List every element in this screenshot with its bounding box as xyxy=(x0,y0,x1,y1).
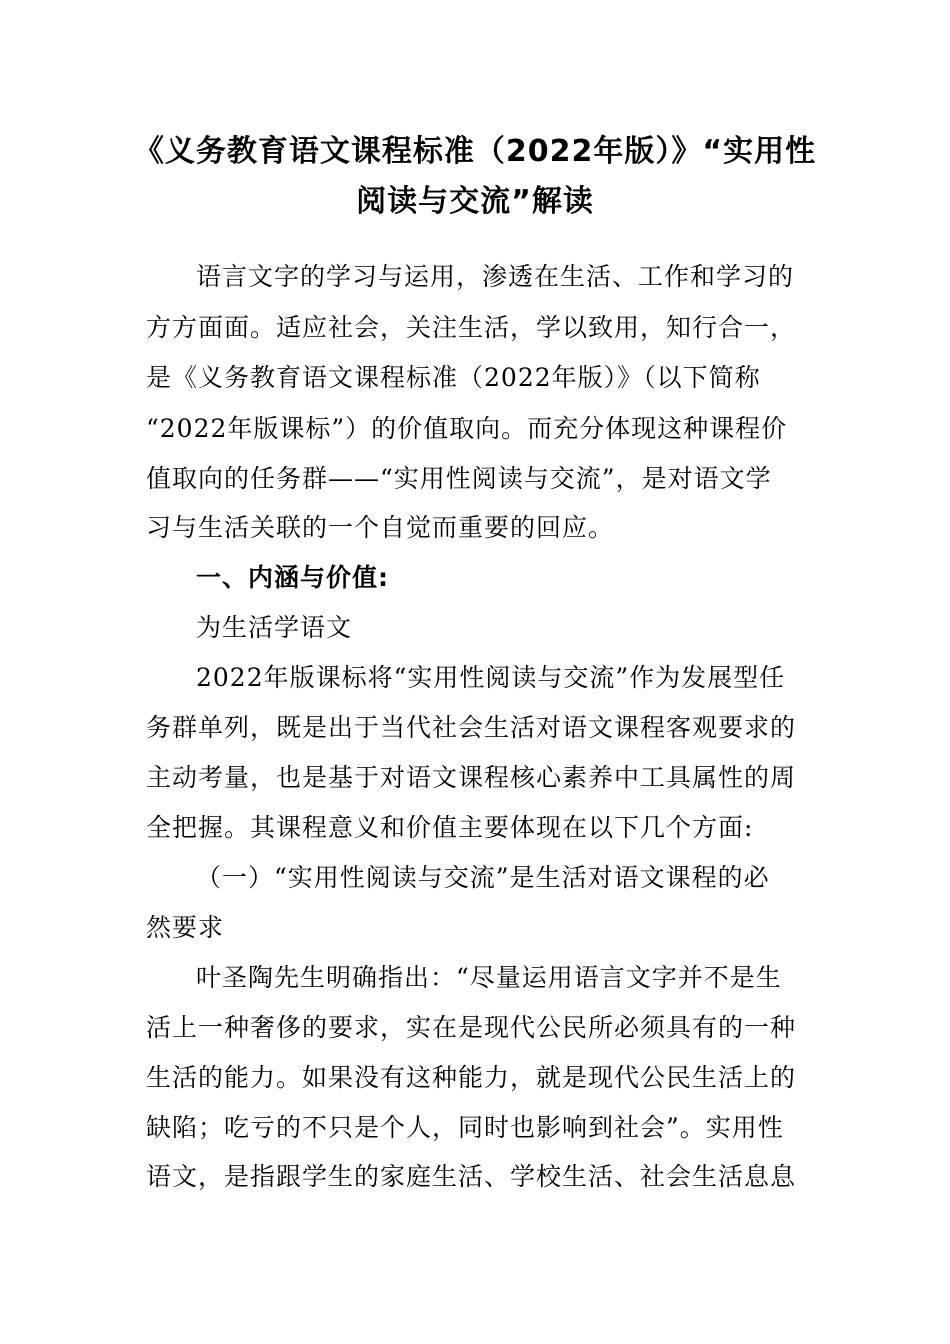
section-heading-1: 一、内涵与价值: xyxy=(196,563,389,592)
paragraph-3-line-4: 缺陷；吃亏的不只是个人，同时也影响到社会”。实用性 xyxy=(146,1113,784,1142)
paragraph-1-line-2: 方方面面。适应社会，关注生活，学以致用，知行合一， xyxy=(146,313,797,342)
paragraph-1-line-1: 语言文字的学习与运用，渗透在生活、工作和学习的 xyxy=(196,262,795,291)
paragraph-1-line-3: 是《义务教育语文课程标准（2022年版）》（以下简称 xyxy=(146,363,761,392)
paragraph-3-line-5: 语文，是指跟学生的家庭生活、学校生活、社会生活息息 xyxy=(146,1162,797,1191)
paragraph-3-line-2: 活上一种奢侈的要求，实在是现代公民所必须具有的一种 xyxy=(146,1013,797,1042)
paragraph-2-line-2: 务群单列，既是出于当代社会生活对语文课程客观要求的 xyxy=(146,713,797,742)
paragraph-2-line-3: 主动考量，也是基于对语文课程核心素养中工具属性的周 xyxy=(146,763,797,792)
subsection-1-line-1: （一）“实用性阅读与交流”是生活对语文课程的必 xyxy=(196,863,770,892)
paragraph-1-line-5: 值取向的任务群——“实用性阅读与交流”，是对语文学 xyxy=(146,464,772,493)
document-title-line-1: 《义务教育语文课程标准（2022年版）》“实用性 xyxy=(133,134,817,169)
paragraph-1-line-4: “2022年版课标”）的价值取向。而充分体现这种课程价 xyxy=(146,414,788,443)
subsection-1-line-2: 然要求 xyxy=(146,913,225,942)
subheading-1: 为生活学语文 xyxy=(196,613,353,642)
paragraph-3-line-1: 叶圣陶先生明确指出：“尽量运用语言文字并不是生 xyxy=(196,963,782,992)
paragraph-2-line-1: 2022年版课标将“实用性阅读与交流”作为发展型任 xyxy=(196,663,786,692)
paragraph-2-line-4: 全把握。其课程意义和价值主要体现在以下几个方面: xyxy=(146,813,754,842)
paragraph-1-line-6: 习与生活关联的一个自觉而重要的回应。 xyxy=(146,513,615,542)
paragraph-3-line-3: 生活的能力。如果没有这种能力，就是现代公民生活上的 xyxy=(146,1063,797,1092)
document-title-line-2: 阅读与交流”解读 xyxy=(356,184,594,219)
